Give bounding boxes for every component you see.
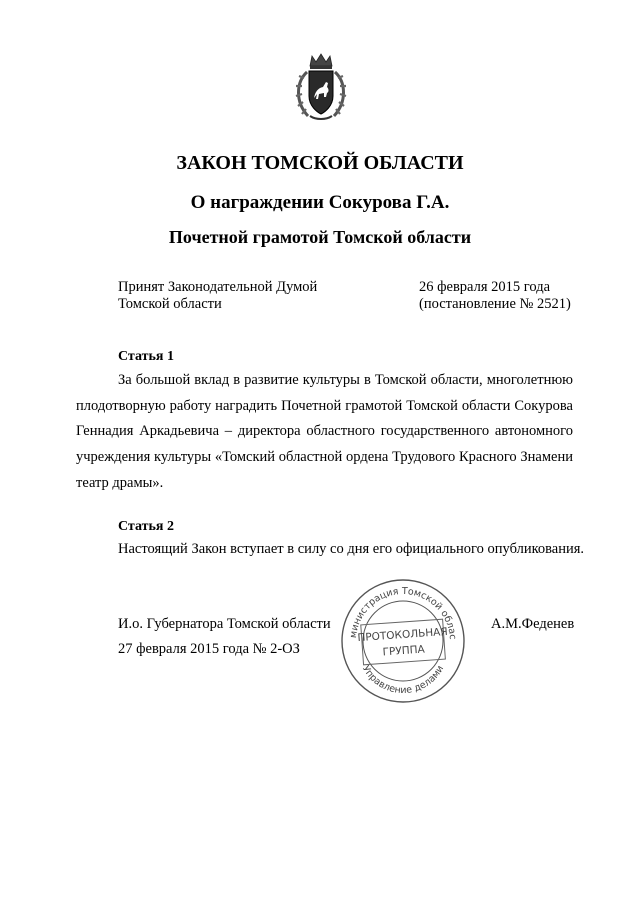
law-title: ЗАКОН ТОМСКОЙ ОБЛАСТИ (176, 152, 464, 174)
law-date-number: 27 февраля 2015 года № 2-ОЗ (118, 641, 300, 657)
law-subtitle-2: Почетной грамотой Томской области (168, 227, 472, 247)
resolution-number: (постановление № 2521) (419, 296, 571, 312)
article-1-text: За большой вклад в развитие культуры в Томской области, многолетнюю плодотворную работу наградить Почетной грамотой Томской области Сокурова Геннадия Аркадьевича – директора областного государственного автономного учреждения культуры «Томский областной ордена Трудового Красного Знамени театр драмы». (76, 372, 573, 491)
official-stamp (340, 578, 466, 704)
stamp-ring-top: министрация Томской облас (348, 585, 459, 640)
adopted-by-line1: Принят Законодательной Думой (118, 279, 318, 295)
svg-text:Управление делами (360, 664, 446, 696)
law-subtitle: О награждении Сокурова Г.А. (190, 192, 450, 213)
article-2-heading: Статья 2 (118, 519, 174, 534)
signatory-name: А.М.Феденев (491, 616, 575, 632)
stamp-center-line2: ГРУППА (382, 643, 426, 659)
tomsk-coat-of-arms-icon (290, 52, 352, 124)
adoption-date: 26 февраля 2015 года (419, 279, 551, 295)
signatory-position: И.о. Губернатора Томской области (118, 616, 331, 632)
stamp-ring-bottom: Управление делами (359, 663, 447, 697)
article-1-heading: Статья 1 (118, 349, 174, 364)
adopted-by-line2: Томской области (118, 296, 222, 312)
stamp-center-line1: ПРОТОКОЛЬНАЯ (357, 625, 449, 645)
article-2-text: Настоящий Закон вступает в силу со дня его официального опубликования. (118, 541, 585, 557)
